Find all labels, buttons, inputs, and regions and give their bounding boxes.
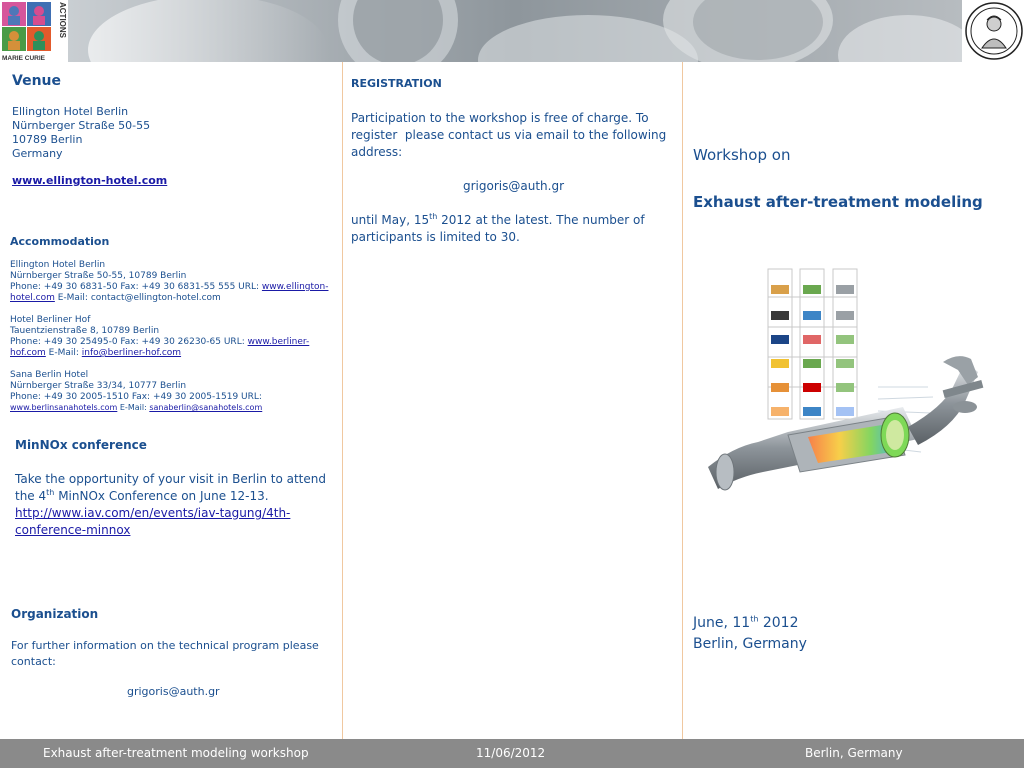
hotel3-address: Nürnberger Straße 33/34, 10777 Berlin [10,381,187,391]
organization-text-2: contact: [11,655,56,668]
hotel2-address: Tauentzienstraße 8, 10789 Berlin [10,326,160,336]
registration-email: grigoris@auth.gr [463,179,564,193]
hotel1-address: Nürnberger Straße 50-55, 10789 Berlin [10,271,187,281]
hotel3-name: Sana Berlin Hotel [10,370,89,380]
cover-panel [683,62,1024,739]
accommodation-heading: Accommodation [10,235,110,248]
hotel1-url-link[interactable]: www.ellington- [261,282,329,292]
workshop-title: Exhaust after-treatment modeling [693,193,983,211]
registration-line-1: Participation to the workshop is free of charge. To [351,111,649,125]
registration-deadline-a: until May, 15 [351,213,430,227]
hotel2-contact [10,337,335,347]
hotel1-phone-text: Phone: +49 30 6831-50 Fax: +49 30 6831-55 555 URL: [10,282,262,292]
hotel2-contact-2 [10,348,181,358]
hotel2-url-link-cont[interactable]: hof.com [10,348,46,358]
footer-title: Exhaust after-treatment modeling workshop [43,746,309,760]
workshop-date-b: 2012 [758,615,799,631]
venue-line-4: Germany [12,147,63,160]
registration-deadline-sup: th [429,212,438,221]
university-seal-logo [963,0,1024,62]
left-panel [0,62,342,739]
hotel3-url-link[interactable]: www.berlinsanahotels.com [10,403,118,412]
hotel3-links [10,403,262,412]
middle-panel [343,62,682,739]
logo-text-line1: MARIE CURIE [2,55,45,62]
minnox-text-2a: the 4 [15,489,47,503]
hotel2-url-link[interactable]: www.berliner- [247,337,310,347]
organization-heading: Organization [11,607,99,621]
workshop-date-sup: th [750,614,759,624]
registration-line-2: register please contact us via email to the following [351,128,667,142]
hotel3-phone: Phone: +49 30 2005-1510 Fax: +49 30 2005-1519 URL: [10,392,262,402]
minnox-text-2b: MinNOx Conference on June 12-13. [54,489,269,503]
footer-location: Berlin, Germany [805,746,903,760]
workshop-location: Berlin, Germany [693,636,807,652]
registration-heading: REGISTRATION [351,77,442,90]
hotel2-email-link[interactable]: info@berliner-hof.com [81,348,182,358]
venue-line-3: 10789 Berlin [12,133,83,146]
organization-email: grigoris@auth.gr [127,685,220,698]
exhaust-catalyst-illustration [703,267,985,502]
venue-heading: Venue [12,73,61,89]
registration-deadline-b: 2012 at the latest. The number of [437,213,645,227]
workshop-date-a: June, 11 [693,615,751,631]
hotel1-email-text: E-Mail: contact@ellington-hotel.com [54,293,221,303]
registration-deadline [351,213,645,227]
logo-text-line2: ACTIONS [58,2,67,38]
hotel1-name: Ellington Hotel Berlin [10,260,106,270]
footer-date: 11/06/2012 [476,746,546,760]
minnox-text-1: Take the opportunity of your visit in Berlin to attend [15,472,326,486]
hotel3-email-label: E-Mail: [117,403,150,412]
header-band [0,0,1024,62]
registration-line-3: address: [351,145,403,159]
registration-limit: participants is limited to 30. [351,230,520,244]
marie-curie-logo [0,0,68,62]
hotel2-phone-text: Phone: +49 30 25495-0 Fax: +49 30 26230-65 URL: [10,337,248,347]
hotel1-contact [10,282,335,292]
hotel2-email-label: E-Mail: [45,348,82,358]
header-banner-graphic [68,0,962,62]
venue-line-2: Nürnberger Straße 50-55 [12,119,151,132]
hotel2-name: Hotel Berliner Hof [10,315,91,325]
organization-text-1: For further information on the technical program please [11,639,319,652]
minnox-link-cont[interactable]: conference-minnox [15,523,131,537]
footer-bar [0,739,1024,768]
hotel1-contact-2 [10,293,221,303]
minnox-heading: MinNOx conference [15,438,147,452]
workshop-on-label: Workshop on [693,146,791,164]
venue-line-1: Ellington Hotel Berlin [12,105,129,118]
hotel1-url-link-cont[interactable]: hotel.com [10,293,55,303]
hotel3-email-link[interactable]: sanaberlin@sanahotels.com [149,403,263,412]
venue-website-link[interactable]: www.ellington-hotel.com [12,174,168,187]
minnox-text-2 [15,489,269,503]
minnox-text-2-sup: th [46,488,55,497]
minnox-link[interactable]: http://www.iav.com/en/events/iav-tagung/4th- [15,506,291,520]
workshop-date [693,615,799,631]
